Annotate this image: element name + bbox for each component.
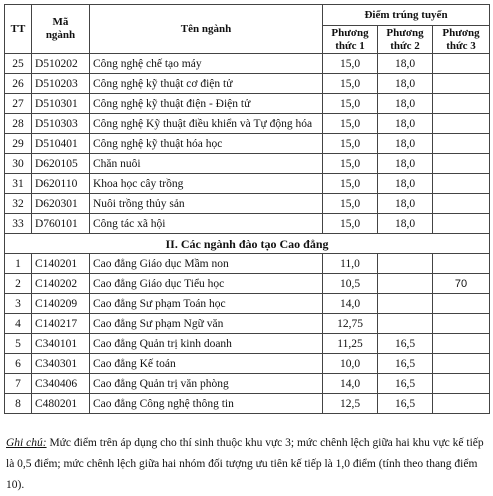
cell-tt: 31 xyxy=(5,174,32,194)
header-phuong-thuc-1: Phương thức 1 xyxy=(323,26,378,54)
cell-phuong-thuc-1: 15,0 xyxy=(323,194,378,214)
cell-tt: 29 xyxy=(5,134,32,154)
cell-phuong-thuc-2: 18,0 xyxy=(378,174,433,194)
table-row xyxy=(5,174,490,194)
header-ma-line1: Mã xyxy=(52,16,69,28)
header-tt: TT xyxy=(5,5,32,54)
header-ten-nganh: Tên ngành xyxy=(90,5,323,54)
cell-ma-nganh: D620105 xyxy=(32,154,90,174)
table-row xyxy=(5,334,490,354)
cell-ma-nganh: C340101 xyxy=(32,334,90,354)
cell-phuong-thuc-3 xyxy=(433,94,490,114)
note-label: Ghi chú: xyxy=(6,437,47,449)
note-text: Mức điểm trên áp dụng cho thí sinh thuộc khu vực 3; mức chênh lệch giữa hai khu vực kế tiếp là 0,5 điểm; mức chênh lệch giữa hai nhóm đối tượng ưu tiên kế tiếp là 1,0 điểm (tính theo thang điểm 10). xyxy=(6,437,484,491)
table-row xyxy=(5,274,490,294)
cao-dang-rows xyxy=(5,254,490,414)
header-ma-nganh xyxy=(32,5,90,54)
cell-phuong-thuc-3 xyxy=(433,134,490,154)
dai-hoc-rows xyxy=(5,54,490,234)
cell-ma-nganh: D510202 xyxy=(32,54,90,74)
section-row xyxy=(5,234,490,254)
cell-phuong-thuc-3 xyxy=(433,54,490,74)
cell-phuong-thuc-1: 11,25 xyxy=(323,334,378,354)
cell-ten-nganh: Cao đẳng Kế toán xyxy=(90,354,323,374)
cell-phuong-thuc-2: 16,5 xyxy=(378,374,433,394)
cell-phuong-thuc-2: 16,5 xyxy=(378,394,433,414)
cell-ten-nganh: Cao đẳng Quản trị văn phòng xyxy=(90,374,323,394)
cell-ma-nganh: D510203 xyxy=(32,74,90,94)
cell-ma-nganh: D510303 xyxy=(32,114,90,134)
cell-phuong-thuc-2 xyxy=(378,274,433,294)
table-row xyxy=(5,374,490,394)
cell-ma-nganh: D620110 xyxy=(32,174,90,194)
table-row xyxy=(5,74,490,94)
cell-tt: 1 xyxy=(5,254,32,274)
cell-ma-nganh: D620301 xyxy=(32,194,90,214)
cell-tt: 8 xyxy=(5,394,32,414)
table-row xyxy=(5,394,490,414)
cell-ma-nganh: D760101 xyxy=(32,214,90,234)
cell-tt: 33 xyxy=(5,214,32,234)
cell-phuong-thuc-1: 15,0 xyxy=(323,74,378,94)
table-row xyxy=(5,214,490,234)
cell-phuong-thuc-2: 18,0 xyxy=(378,194,433,214)
cell-phuong-thuc-2: 18,0 xyxy=(378,114,433,134)
table-row xyxy=(5,154,490,174)
cell-ten-nganh: Nuôi trồng thủy sản xyxy=(90,194,323,214)
header-phuong-thuc-2: Phương thức 2 xyxy=(378,26,433,54)
header-ma-line2: ngành xyxy=(45,29,76,41)
cell-phuong-thuc-3 xyxy=(433,214,490,234)
cell-ten-nganh: Cao đẳng Sư phạm Toán học xyxy=(90,294,323,314)
cell-phuong-thuc-2 xyxy=(378,254,433,274)
cell-tt: 2 xyxy=(5,274,32,294)
cell-ma-nganh: C140209 xyxy=(32,294,90,314)
cell-phuong-thuc-3 xyxy=(433,314,490,334)
header-phuong-thuc-3: Phương thức 3 xyxy=(433,26,490,54)
cell-phuong-thuc-1: 11,0 xyxy=(323,254,378,274)
section-cao-dang xyxy=(5,234,490,254)
cell-ten-nganh: Cao đẳng Giáo dục Tiểu học xyxy=(90,274,323,294)
cell-phuong-thuc-3 xyxy=(433,74,490,94)
cell-phuong-thuc-1: 10,0 xyxy=(323,354,378,374)
cell-tt: 5 xyxy=(5,334,32,354)
cell-phuong-thuc-2: 18,0 xyxy=(378,94,433,114)
cell-phuong-thuc-2: 18,0 xyxy=(378,154,433,174)
table-row xyxy=(5,314,490,334)
table-row xyxy=(5,254,490,274)
header-diem-trung-tuyen: Điểm trúng tuyển xyxy=(323,5,490,26)
cell-ten-nganh: Cao đẳng Giáo dục Mầm non xyxy=(90,254,323,274)
cell-phuong-thuc-3 xyxy=(433,154,490,174)
cell-phuong-thuc-1: 15,0 xyxy=(323,134,378,154)
cell-ten-nganh: Công nghệ chế tạo máy xyxy=(90,54,323,74)
cell-ten-nganh: Công nghệ kỹ thuật điện - Điện tử xyxy=(90,94,323,114)
note-paragraph xyxy=(6,433,488,496)
cell-ma-nganh: D510401 xyxy=(32,134,90,154)
cell-ma-nganh: C140201 xyxy=(32,254,90,274)
cell-phuong-thuc-3 xyxy=(433,194,490,214)
cell-phuong-thuc-3 xyxy=(433,114,490,134)
table-row xyxy=(5,354,490,374)
section-title: II. Các ngành đào tạo Cao đẳng xyxy=(5,234,490,254)
cell-tt: 25 xyxy=(5,54,32,74)
cell-ten-nganh: Cao đẳng Quản trị kinh doanh xyxy=(90,334,323,354)
cell-tt: 27 xyxy=(5,94,32,114)
table-row xyxy=(5,94,490,114)
cell-ten-nganh: Khoa học cây trồng xyxy=(90,174,323,194)
cell-tt: 26 xyxy=(5,74,32,94)
cell-phuong-thuc-3: 70 xyxy=(433,274,490,294)
cell-ten-nganh: Công nghệ kỹ thuật hóa học xyxy=(90,134,323,154)
table-row xyxy=(5,54,490,74)
cell-phuong-thuc-3 xyxy=(433,294,490,314)
cell-ma-nganh: C140217 xyxy=(32,314,90,334)
cell-phuong-thuc-1: 15,0 xyxy=(323,154,378,174)
cell-phuong-thuc-1: 12,5 xyxy=(323,394,378,414)
cell-tt: 3 xyxy=(5,294,32,314)
cell-phuong-thuc-1: 15,0 xyxy=(323,94,378,114)
cell-ten-nganh: Chăn nuôi xyxy=(90,154,323,174)
cell-phuong-thuc-1: 15,0 xyxy=(323,114,378,134)
cell-ma-nganh: C340301 xyxy=(32,354,90,374)
cell-ma-nganh: C140202 xyxy=(32,274,90,294)
table-row xyxy=(5,194,490,214)
cell-phuong-thuc-1: 12,75 xyxy=(323,314,378,334)
cell-phuong-thuc-2 xyxy=(378,314,433,334)
cell-phuong-thuc-2: 18,0 xyxy=(378,214,433,234)
cell-tt: 7 xyxy=(5,374,32,394)
cell-tt: 28 xyxy=(5,114,32,134)
cell-phuong-thuc-3 xyxy=(433,254,490,274)
cell-tt: 6 xyxy=(5,354,32,374)
cell-phuong-thuc-2: 18,0 xyxy=(378,74,433,94)
cell-phuong-thuc-1: 15,0 xyxy=(323,174,378,194)
cell-ma-nganh: C480201 xyxy=(32,394,90,414)
cell-phuong-thuc-3 xyxy=(433,374,490,394)
cell-tt: 32 xyxy=(5,194,32,214)
cell-phuong-thuc-2: 18,0 xyxy=(378,54,433,74)
cell-ten-nganh: Công nghệ kỹ thuật cơ điện tử xyxy=(90,74,323,94)
table-row xyxy=(5,114,490,134)
cell-phuong-thuc-1: 15,0 xyxy=(323,214,378,234)
cell-ten-nganh: Công tác xã hội xyxy=(90,214,323,234)
cell-ma-nganh: D510301 xyxy=(32,94,90,114)
admission-score-table xyxy=(4,4,490,414)
cell-phuong-thuc-3 xyxy=(433,354,490,374)
cell-phuong-thuc-3 xyxy=(433,174,490,194)
cell-phuong-thuc-1: 15,0 xyxy=(323,54,378,74)
cell-phuong-thuc-1: 14,0 xyxy=(323,294,378,314)
cell-phuong-thuc-1: 14,0 xyxy=(323,374,378,394)
cell-phuong-thuc-1: 10,5 xyxy=(323,274,378,294)
cell-phuong-thuc-2: 16,5 xyxy=(378,354,433,374)
cell-ten-nganh: Cao đẳng Sư phạm Ngữ văn xyxy=(90,314,323,334)
header-row-1 xyxy=(5,5,490,26)
cell-phuong-thuc-3 xyxy=(433,394,490,414)
cell-ten-nganh: Công nghệ Kỹ thuật điều khiển và Tự động hóa xyxy=(90,114,323,134)
cell-tt: 4 xyxy=(5,314,32,334)
table-row xyxy=(5,294,490,314)
cell-phuong-thuc-2: 16,5 xyxy=(378,334,433,354)
cell-phuong-thuc-3 xyxy=(433,334,490,354)
cell-tt: 30 xyxy=(5,154,32,174)
cell-phuong-thuc-2: 18,0 xyxy=(378,134,433,154)
cell-ten-nganh: Cao đẳng Công nghệ thông tin xyxy=(90,394,323,414)
table-row xyxy=(5,134,490,154)
cell-ma-nganh: C340406 xyxy=(32,374,90,394)
cell-phuong-thuc-2 xyxy=(378,294,433,314)
